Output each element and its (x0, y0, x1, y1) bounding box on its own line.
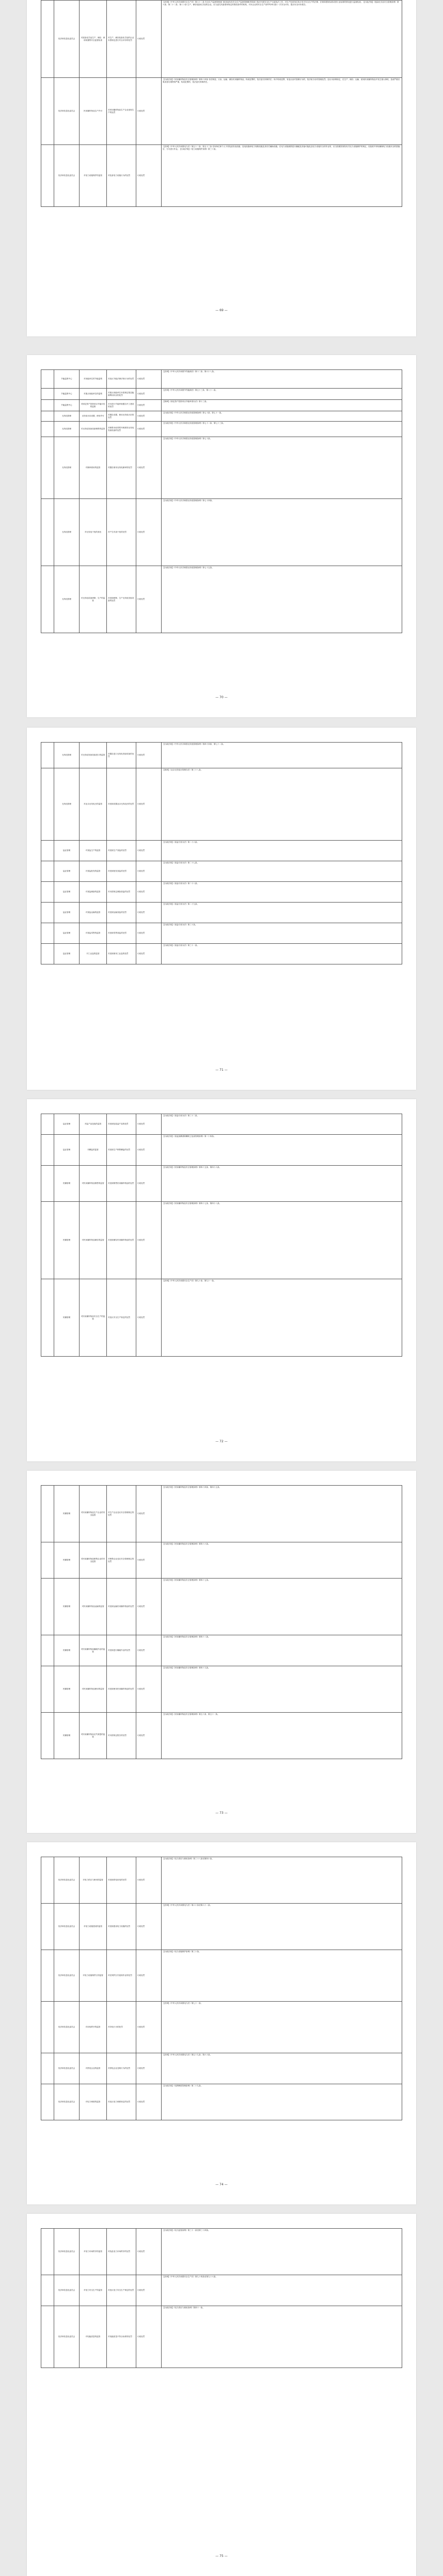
action-type-cell: 行政处罚 (136, 903, 162, 923)
page-number: — 71 — (215, 1068, 228, 1072)
document-page (27, 2214, 416, 2576)
sub-item-cell: 对违反电力安全生产规定的处罚 (107, 2275, 136, 2306)
legal-basis-cell: 【行政法规】《民用爆炸物品安全管理条例》第四十八条。 (162, 1635, 402, 1666)
item-name-cell: 对电力供应与使用的监管 (80, 1857, 107, 1904)
legal-basis-cell: 【行政法规】《中华人民共和国无线电管理条例》第七十二条、第七十三条。 (162, 422, 402, 437)
row-number-cell (41, 499, 54, 566)
document-page (27, 728, 416, 1090)
table-row (41, 2275, 402, 2306)
legal-basis-cell: 【行政法规】《食盐专营办法》第二十九条。 (162, 903, 402, 923)
department-cell: 经济和信息化委员会 (54, 1904, 80, 1950)
page-number: — 74 — (215, 2183, 228, 2186)
action-type-cell: 行政处罚 (136, 882, 162, 903)
action-type-cell: 行政处罚 (136, 861, 162, 882)
legal-basis-cell: 【行政法规】《电力供应与使用条例》第三十八条至第四十条。 (162, 1857, 402, 1904)
row-number-cell (41, 411, 54, 422)
legal-basis-cell: 【规章】《固定资产投资项目节能审查办法》第十三条。 (162, 400, 402, 411)
legal-basis-cell: 【行政法规】《中华人民共和国无线电管理条例》第七十条。 (162, 437, 402, 499)
department-cell: 经济和信息化委员会 (54, 2053, 80, 2084)
table-row (41, 944, 402, 964)
row-number-cell (41, 944, 54, 964)
item-name-cell: 对电力安全生产的监管 (80, 2275, 107, 2306)
action-type-cell: 行政处罚 (136, 2084, 162, 2120)
table-row (41, 1950, 402, 2002)
action-type-cell: 行政处罚 (136, 1486, 162, 1542)
legal-basis-cell: 【法律】《中华人民共和国安全生产法》第九十四条至第九十六条。 (162, 2275, 402, 2306)
sub-item-cell: 对违规生产销售碘盐的处罚 (107, 1135, 136, 1166)
department-cell: 节能监察中心 (54, 400, 80, 411)
legal-basis-cell: 【行政法规】《民用爆炸物品安全管理条例》第四十五条、第四十六条。 (162, 1166, 402, 1202)
action-type-cell: 行政处罚 (136, 400, 162, 411)
sub-item-cell: 对民用爆炸物品生产企业违规生产的处罚 (107, 78, 136, 145)
row-number-cell (41, 861, 54, 882)
table-row (41, 370, 402, 389)
legal-basis-cell: 【行政法规】《中华人民共和国无线电管理条例》第七十条、第七十一条。 (162, 411, 402, 422)
department-cell: 经济和信息化委员会 (54, 1857, 80, 1904)
table-row (41, 566, 402, 633)
action-type-cell: 行政处罚 (136, 1579, 162, 1635)
table-row (41, 499, 402, 566)
table-row (41, 743, 402, 768)
department-cell: 无线电管理 (54, 437, 80, 499)
legal-basis-cell: 【行政法规】《食盐专营办法》第三十一条。 (162, 944, 402, 964)
item-name-cell: 对用能单位的节能监察 (80, 370, 107, 389)
table-row (41, 411, 402, 422)
department-cell: 民爆管理 (54, 1635, 80, 1666)
department-cell: 无线电管理 (54, 499, 80, 566)
department-cell: 经济和信息化委员会 (54, 145, 80, 207)
row-number-cell (41, 1635, 54, 1666)
table-row (41, 861, 402, 882)
department-cell: 经济和信息化委员会 (54, 2084, 80, 2120)
table-row (41, 841, 402, 861)
action-type-cell: 行政处罚 (136, 2002, 162, 2053)
item-name-cell: 对危险化学品生产、储存、使用装置的安全监管检查 (80, 1, 107, 78)
record-table (41, 1114, 402, 1357)
legal-basis-cell: 【行政法规】《民用爆炸物品安全管理条例》第四十七条。 (162, 1579, 402, 1635)
item-name-cell: 对无线电发射设备进口的监管 (80, 743, 107, 768)
item-name-cell: 对食盐批发的监管 (80, 861, 107, 882)
sub-item-cell: 对违规研制、生产无线电发射设备的处罚 (107, 566, 136, 633)
item-name-cell: 对民用爆炸物品爆破作业的监管 (80, 1635, 107, 1666)
action-type-cell: 行政处罚 (136, 78, 162, 145)
action-type-cell: 行政处罚 (136, 1, 162, 78)
document-page (27, 355, 416, 717)
action-type-cell: 行政处罚 (136, 944, 162, 964)
action-type-cell: 行政处罚 (136, 1166, 162, 1202)
item-name-cell: 对民用爆炸物品使用的监管 (80, 1666, 107, 1713)
row-number-cell (41, 841, 54, 861)
table-row (41, 1579, 402, 1635)
sub-item-cell: 对销售未取得型号核准的无线电发射设备的处罚 (107, 422, 136, 437)
item-name-cell: 对盐产品包装的监管 (80, 1114, 107, 1135)
table-row (41, 1135, 402, 1166)
sub-item-cell: 对窃电行为的处罚 (107, 2002, 136, 2053)
document-page (27, 1842, 416, 2204)
legal-basis-cell: 【行政法规】《电力设施保护条例》第三十条。 (162, 1950, 402, 2002)
table-row (41, 400, 402, 411)
table-row (41, 1635, 402, 1666)
department-cell: 盐业管理 (54, 1114, 80, 1135)
department-cell: 民爆管理 (54, 1713, 80, 1759)
sub-item-cell: 对未按规定储备食盐的处罚 (107, 882, 136, 903)
row-number-cell (41, 1713, 54, 1759)
row-number-cell (41, 389, 54, 400)
sub-item-cell: 对产生有害干扰的处罚 (107, 499, 136, 566)
department-cell: 盐业管理 (54, 923, 80, 944)
action-type-cell: 行政处罚 (136, 437, 162, 499)
department-cell: 民爆管理 (54, 1579, 80, 1635)
item-name-cell: 对电力调度的监管 (80, 2084, 107, 2120)
action-type-cell: 行政处罚 (136, 370, 162, 389)
department-cell: 经济和信息化委员会 (54, 1950, 80, 2002)
row-number-cell (41, 743, 54, 768)
item-name-cell: 对供电企业的监管 (80, 2053, 107, 2084)
table-row (41, 2306, 402, 2368)
sub-item-cell: 对违反电力调度规定的处罚 (107, 2084, 136, 2120)
legal-basis-cell: 【法律】《中华人民共和国安全生产法》第九十条、第九十一条。 (162, 1279, 402, 1357)
row-number-cell (41, 882, 54, 903)
table-row (41, 1114, 402, 1135)
department-cell: 经济和信息化委员会 (54, 2229, 80, 2275)
document-page (27, 1099, 416, 1461)
action-type-cell: 行政处罚 (136, 566, 162, 633)
action-type-cell: 行政处罚 (136, 1279, 162, 1357)
action-type-cell: 行政处罚 (136, 1666, 162, 1713)
row-number-cell (41, 1904, 54, 1950)
table-row (41, 2084, 402, 2120)
item-name-cell: 对电力设施建设的监管 (80, 1904, 107, 1950)
page-number: — 69 — (215, 309, 228, 312)
legal-basis-cell: 【法律】《中华人民共和国电力法》第五十二条、第五十三条 任何单位和个人不得危害发电设施、变电设施和电力线路设施及其有关辅助设施。在电力设施周围进行爆破及其他可能危及电力设施安全的作业的，应当按照国务院有关电力设施保护的规定，经批准并采取确保电力设施安全的措施后，方可进行作业。【行政法规】《电力设施保护条例》第三十条。 (162, 145, 402, 207)
sub-item-cell: 对违规供电用电的处罚 (107, 1857, 136, 1904)
row-number-cell (41, 1114, 54, 1135)
item-name-cell: 对碘盐的监管 (80, 1135, 107, 1166)
department-cell: 无线电管理 (54, 768, 80, 841)
department-cell: 民爆管理 (54, 1542, 80, 1579)
sub-item-cell: 对违规运输民用爆炸物品的处罚 (107, 1579, 136, 1635)
item-name-cell: 对业余无线电台的监管 (80, 768, 107, 841)
row-number-cell (41, 1279, 54, 1357)
action-type-cell: 行政处罚 (136, 768, 162, 841)
item-name-cell: 对电能质量的监管 (80, 2306, 107, 2368)
department-cell: 经济和信息化委员会 (54, 2275, 80, 2306)
item-name-cell: 对民用爆炸物品安全生产的监管 (80, 1279, 107, 1357)
item-name-cell: 对食盐运输的监管 (80, 903, 107, 923)
action-type-cell: 行政处罚 (136, 1542, 162, 1579)
sub-item-cell: 对生产企业违反安全管理规定的处罚 (107, 1486, 136, 1542)
row-number-cell (41, 923, 54, 944)
sub-item-cell: 对擅自进口无线电发射设备的处罚 (107, 743, 136, 768)
item-name-cell: 对重点用能单位的监察 (80, 389, 107, 400)
row-number-cell (41, 2229, 54, 2275)
sub-item-cell: 对违规批发食盐的处罚 (107, 861, 136, 882)
action-type-cell: 行政处罚 (136, 1713, 162, 1759)
legal-basis-cell: 【行政法规】《食盐专营办法》第二十六条。 (162, 841, 402, 861)
legal-basis-cell: 【法律】《中华人民共和国安全生产法》第六十二条 安全生产监督管理部门和其他负有安全生产监督管理职责的部门依法开展安全生产行政执法工作，对生产经营单位执行有关安全生产的法律、法规和国家标准或者行业标准的情况进行监督检查。【行政法规】《危险化学品安全管理条例》第六条、第二十二条、第八十条 生产、储存危险化学品的企业，应当委托具备国家规定的资质条件的机构，对本企业的安全生产条件每3年进行一次安全评价，提出安全评价报告。 (162, 1, 402, 78)
legal-basis-cell: 【法律】《中华人民共和国节约能源法》第十二条、第六十八条。 (162, 370, 402, 389)
table-row (41, 1, 402, 78)
item-name-cell: 无线电台站设置、使用许可 (80, 411, 107, 422)
item-name-cell: 对用电秩序的监管 (80, 2002, 107, 2053)
action-type-cell: 行政处罚 (136, 2229, 162, 2275)
record-table (41, 1857, 402, 2120)
legal-basis-cell: 【行政法规】《民用爆炸物品安全管理条例》第四十四条 非法制造、买卖、运输、储存民用爆炸物品，构成犯罪的，依法追究刑事责任；尚不构成犯罪，有违反治安管理行为的，依法给予治安管理处罚。违反本条例规定，在生产、储存、运输、使用民用爆炸物品中发生重大事故，造成严重后果或者后果特别严重，构成犯罪的，依法追究刑事责任。 (162, 78, 402, 145)
department-cell: 民爆管理 (54, 1486, 80, 1542)
department-cell: 无线电管理 (54, 566, 80, 633)
record-table (41, 1485, 402, 1759)
row-number-cell (41, 145, 54, 207)
department-cell: 无线电管理 (54, 411, 80, 422)
table-row (41, 2053, 402, 2084)
legal-basis-cell: 【行政法规】《民用爆炸物品安全管理条例》第四十六条。 (162, 1542, 402, 1579)
sub-item-cell: 对供电企业违规行为的处罚 (107, 2053, 136, 2084)
legal-basis-cell: 【行政法规】《食盐专营办法》第二十八条。 (162, 882, 402, 903)
sub-item-cell: 对未按规定报告的处罚 (107, 1713, 136, 1759)
item-name-cell: 对无线电设备研制、生产的监管 (80, 566, 107, 633)
table-row (41, 2229, 402, 2275)
sub-item-cell: 对在保护区内违规作业的处罚 (107, 1950, 136, 2002)
table-row (41, 768, 402, 841)
department-cell: 盐业管理 (54, 841, 80, 861)
table-row (41, 78, 402, 145)
table-row (41, 422, 402, 437)
row-number-cell (41, 2053, 54, 2084)
document-page (27, 0, 416, 336)
sub-item-cell: 对重点用能单位未按规定报送能源利用状况的处罚 (107, 389, 136, 400)
legal-basis-cell: 【行政法规】《中华人民共和国无线电管理条例》第七十四条。 (162, 499, 402, 566)
department-cell: 经济和信息化委员会 (54, 78, 80, 145)
item-name-cell: 对固定资产投资项目节能评估的监察 (80, 400, 107, 411)
legal-basis-cell: 【行政法规】《中华人民共和国无线电管理条例》第四十四条、第七十二条。 (162, 743, 402, 768)
item-name-cell: 对食盐生产的监管 (80, 841, 107, 861)
row-number-cell (41, 2002, 54, 2053)
table-row (41, 1166, 402, 1202)
sub-item-cell: 对违规零售食盐的处罚 (107, 923, 136, 944)
legal-basis-cell: 【行政法规】《民用爆炸物品安全管理条例》第五十条、第五十一条。 (162, 1713, 402, 1759)
row-number-cell (41, 1166, 54, 1202)
sub-item-cell: 对违规进行爆破作业的处罚 (107, 1635, 136, 1666)
sub-item-cell: 对生产、储存危险化学品的企业未按规定进行安全评价的处罚 (107, 1, 136, 78)
item-name-cell: 对食盐零售的监管 (80, 923, 107, 944)
table-row (41, 2002, 402, 2053)
item-name-cell: 对无线电发射设备销售的监管 (80, 422, 107, 437)
legal-basis-cell: 【行政法规】《食盐加碘消除碘缺乏危害管理条例》第二十四条。 (162, 1135, 402, 1166)
sub-item-cell: 对违反节能法律法规行为的处罚 (107, 370, 136, 389)
legal-basis-cell: 【行政法规】《民用爆炸物品安全管理条例》第四十九条。 (162, 1666, 402, 1713)
action-type-cell: 行政处罚 (136, 411, 162, 422)
department-cell: 盐业管理 (54, 944, 80, 964)
row-number-cell (41, 1135, 54, 1166)
department-cell: 民爆管理 (54, 1202, 80, 1279)
action-type-cell: 行政处罚 (136, 1635, 162, 1666)
row-number-cell (41, 1486, 54, 1542)
item-name-cell: 对电力设施保护的监管 (80, 145, 107, 207)
action-type-cell: 行政处罚 (136, 1904, 162, 1950)
table-row (41, 389, 402, 400)
table-row (41, 437, 402, 499)
item-name-cell: 民用爆炸物品生产许可 (80, 78, 107, 145)
page-number: — 73 — (215, 1811, 228, 1815)
sub-item-cell: 对危害电力设施行为的处罚 (107, 145, 136, 207)
department-cell: 盐业管理 (54, 882, 80, 903)
table-row (41, 1486, 402, 1542)
department-cell: 经济和信息化委员会 (54, 2306, 80, 2368)
action-type-cell: 行政处罚 (136, 1857, 162, 1904)
sub-item-cell: 对违反安全生产规定的处罚 (107, 1279, 136, 1357)
table-row (41, 1202, 402, 1279)
sub-item-cell: 对违规建设电力设施的处罚 (107, 1904, 136, 1950)
action-type-cell: 行政处罚 (136, 841, 162, 861)
sub-item-cell: 对违规储存民用爆炸物品的处罚 (107, 1202, 136, 1279)
legal-basis-cell: 【行政法规】《中华人民共和国无线电管理条例》第七十五条。 (162, 566, 402, 633)
action-type-cell: 行政处罚 (136, 743, 162, 768)
action-type-cell: 行政处罚 (136, 389, 162, 400)
sub-item-cell: 对销售企业违反安全管理规定的处罚 (107, 1542, 136, 1579)
page-number: — 72 — (215, 1440, 228, 1443)
table-row (41, 1713, 402, 1759)
sub-item-cell: 对违规使用工业盐的处罚 (107, 944, 136, 964)
record-table (41, 2228, 402, 2368)
item-name-cell: 对工业盐的监管 (80, 944, 107, 964)
item-name-cell: 对民用爆炸物品生产企业的安全监管 (80, 1486, 107, 1542)
row-number-cell (41, 1666, 54, 1713)
row-number-cell (41, 400, 54, 411)
legal-basis-cell: 【行政法规】《民用爆炸物品安全管理条例》第四十四条、第四十五条。 (162, 1486, 402, 1542)
row-number-cell (41, 370, 54, 389)
legal-basis-cell: 【行政法规】《民用爆炸物品安全管理条例》第四十七条、第四十八条。 (162, 1202, 402, 1279)
row-number-cell (41, 903, 54, 923)
legal-basis-cell: 【法律】《中华人民共和国电力法》第五十九条、第六十条。 (162, 2053, 402, 2084)
department-cell: 节能监察中心 (54, 370, 80, 389)
department-cell: 民爆管理 (54, 1666, 80, 1713)
row-number-cell (41, 78, 54, 145)
item-name-cell: 对电力市场秩序的监管 (80, 2229, 107, 2275)
table-row (41, 1279, 402, 1357)
item-name-cell: 对无线电干扰的查处 (80, 499, 107, 566)
legal-basis-cell: 【法律】《中华人民共和国节约能源法》第五十三条、第八十二条。 (162, 389, 402, 400)
item-name-cell: 对民用爆炸物品销售的监管 (80, 1166, 107, 1202)
department-cell: 无线电管理 (54, 743, 80, 768)
table-row (41, 882, 402, 903)
record-table (41, 369, 402, 633)
action-type-cell: 行政处罚 (136, 2053, 162, 2084)
row-number-cell (41, 1857, 54, 1904)
row-number-cell (41, 437, 54, 499)
legal-basis-cell: 【行政法规】《食盐专营办法》第三十条。 (162, 923, 402, 944)
action-type-cell: 行政处罚 (136, 145, 162, 207)
action-type-cell: 行政处罚 (136, 923, 162, 944)
legal-basis-cell: 【法律】《中华人民共和国电力法》第六十条至第六十二条。 (162, 1904, 402, 1950)
page-number: — 75 — (215, 2554, 228, 2558)
legal-basis-cell: 【规章】《业余无线电台管理办法》第三十八条。 (162, 768, 402, 841)
sub-item-cell: 对擅自使用无线电频率的处罚 (107, 437, 136, 499)
action-type-cell: 行政处罚 (136, 499, 162, 566)
sub-item-cell: 对违规设置业余无线电台的处罚 (107, 768, 136, 841)
row-number-cell (41, 1202, 54, 1279)
legal-basis-cell: 【行政法规】《食盐专营办法》第三十二条。 (162, 1114, 402, 1135)
row-number-cell (41, 1, 54, 78)
legal-basis-cell: 【行政法规】《电力监管条例》第三十一条至第三十四条。 (162, 2229, 402, 2275)
action-type-cell: 行政处罚 (136, 1114, 162, 1135)
legal-basis-cell: 【行政法规】《食盐专营办法》第二十七条。 (162, 861, 402, 882)
table-row (41, 923, 402, 944)
item-name-cell: 对民用爆炸物品储存的监管 (80, 1202, 107, 1279)
table-row (41, 1542, 402, 1579)
department-cell: 无线电管理 (54, 422, 80, 437)
row-number-cell (41, 1542, 54, 1579)
department-cell: 民爆管理 (54, 1166, 80, 1202)
action-type-cell: 行政处罚 (136, 1135, 162, 1166)
sub-item-cell: 对电能质量不符合标准的处罚 (107, 2306, 136, 2368)
department-cell: 盐业管理 (54, 1135, 80, 1166)
action-type-cell: 行政处罚 (136, 2306, 162, 2368)
row-number-cell (41, 1579, 54, 1635)
sub-item-cell: 对违规销售民用爆炸物品的处罚 (107, 1166, 136, 1202)
item-name-cell: 对民用爆炸物品销售企业的安全监管 (80, 1542, 107, 1579)
action-type-cell: 行政处罚 (136, 1202, 162, 1279)
department-cell: 经济和信息化委员会 (54, 2002, 80, 2053)
action-type-cell: 行政处罚 (136, 422, 162, 437)
item-name-cell: 对食盐储备的监管 (80, 882, 107, 903)
row-number-cell (41, 566, 54, 633)
row-number-cell (41, 2084, 54, 2120)
sub-item-cell: 对违规包装盐产品的处罚 (107, 1114, 136, 1135)
document-page (27, 1471, 416, 1833)
department-cell: 盐业管理 (54, 903, 80, 923)
record-table (41, 742, 402, 964)
item-name-cell: 对频率使用的监管 (80, 437, 107, 499)
action-type-cell: 行政处罚 (136, 1950, 162, 2002)
table-row (41, 1904, 402, 1950)
sub-item-cell: 对擅自设置、使用无线电台站的处罚 (107, 411, 136, 422)
row-number-cell (41, 768, 54, 841)
sub-item-cell: 对未进行节能审查擅自开工建设的处罚 (107, 400, 136, 411)
sub-item-cell: 对违规生产食盐的处罚 (107, 841, 136, 861)
page-number: — 70 — (215, 696, 228, 699)
item-name-cell: 对民用爆炸物品运输的监管 (80, 1579, 107, 1635)
legal-basis-cell: 【行政法规】《电网调度管理条例》第二十九条。 (162, 2084, 402, 2120)
item-name-cell: 对电力设施保护区的监管 (80, 1950, 107, 2002)
row-number-cell (41, 422, 54, 437)
department-cell: 节能监察中心 (54, 389, 80, 400)
department-cell: 盐业管理 (54, 861, 80, 882)
row-number-cell (41, 2275, 54, 2306)
table-row (41, 903, 402, 923)
legal-basis-cell: 【行政法规】《电力供应与使用条例》第四十一条。 (162, 2306, 402, 2368)
department-cell: 经济和信息化委员会 (54, 1, 80, 78)
table-row (41, 145, 402, 207)
item-name-cell: 对民用爆炸物品丢失被盗的监管 (80, 1713, 107, 1759)
action-type-cell: 行政处罚 (136, 2275, 162, 2306)
department-cell: 民爆管理 (54, 1279, 80, 1357)
table-row (41, 1857, 402, 1904)
row-number-cell (41, 2306, 54, 2368)
sub-item-cell: 对扰乱电力市场秩序的处罚 (107, 2229, 136, 2275)
sub-item-cell: 对违规运输食盐的处罚 (107, 903, 136, 923)
row-number-cell (41, 1950, 54, 2002)
record-table (41, 0, 402, 207)
sub-item-cell: 对违规使用民用爆炸物品的处罚 (107, 1666, 136, 1713)
legal-basis-cell: 【法律】《中华人民共和国电力法》第七十一条。 (162, 2002, 402, 2053)
table-row (41, 1666, 402, 1713)
